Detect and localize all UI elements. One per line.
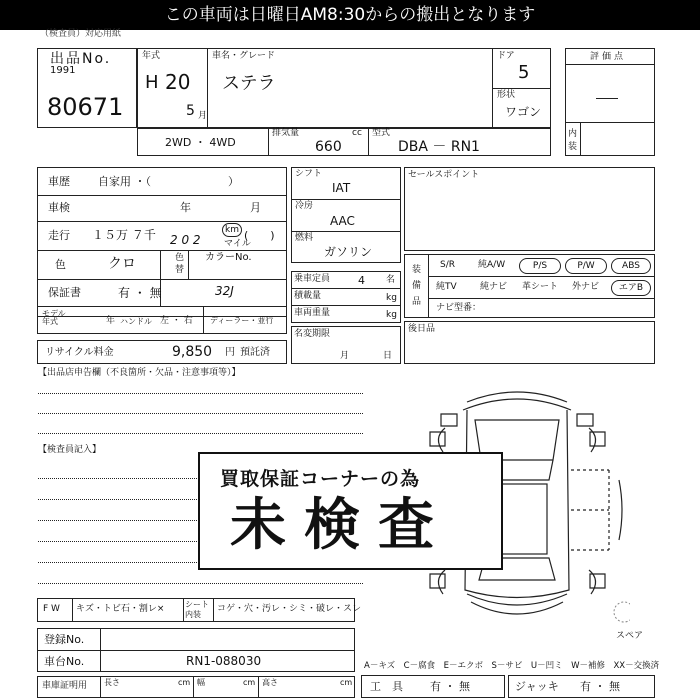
- ac-label: 冷房: [295, 201, 314, 211]
- year-label: 年式: [142, 51, 161, 61]
- aftermarket-box: [404, 321, 655, 364]
- name-change-day: 日: [383, 351, 393, 361]
- seat-text: コゲ・穴・汚レ・シミ・破レ・スレ: [217, 604, 362, 614]
- cert-length-unit: cm: [178, 678, 191, 687]
- score-label: 評価点: [590, 52, 627, 62]
- year-value: 20: [165, 70, 191, 94]
- interior-label: 内装: [568, 129, 578, 152]
- km-circle: km: [222, 223, 242, 237]
- model-value: DBA － RN1: [398, 139, 480, 155]
- mile-label: マイル: [224, 239, 251, 249]
- door-value: 5: [518, 62, 530, 83]
- inspection-month-unit: 月: [250, 201, 261, 214]
- aftermarket-label: 後日品: [408, 324, 436, 334]
- displacement-value: 660: [315, 139, 342, 155]
- tools-label: 工 具: [370, 680, 403, 693]
- certificate-label: 車庫証明用: [42, 681, 88, 691]
- seat-label: シート内装: [185, 600, 209, 619]
- capacity-unit: 名: [386, 275, 396, 285]
- cert-height-unit: cm: [340, 678, 353, 687]
- warranty-value: 有 ・ 無: [118, 286, 162, 300]
- lot-label: 出品No.: [50, 51, 112, 67]
- stamp-line1: 買取保証コーナーの為: [220, 468, 421, 490]
- equip-aw: 純A/W: [478, 260, 506, 270]
- dealer-label: ディーラー・並行: [210, 316, 274, 325]
- handle-label: ハンドル: [120, 317, 152, 326]
- displacement-unit: cc: [352, 128, 362, 138]
- stamp-line2: 未検査: [230, 493, 452, 558]
- recycle-label: リサイクル料金: [45, 347, 114, 358]
- equip-pw: P/W: [565, 258, 607, 274]
- equipment-label: 装備品: [412, 265, 422, 307]
- equip-ps: P/S: [519, 258, 561, 274]
- chassis-value: RN1-088030: [186, 654, 262, 668]
- weight-unit: kg: [386, 310, 397, 320]
- form-subtitle: （検査員）対応用紙: [40, 29, 122, 39]
- color-label: 色: [55, 258, 66, 271]
- mileage-paren: ( ): [244, 229, 275, 242]
- shift-value: IAT: [332, 181, 351, 195]
- score-dash: [596, 98, 618, 99]
- name-change-month: 月: [340, 351, 350, 361]
- chassis-label: 車台No.: [44, 655, 85, 668]
- recycle-deposit: 預託済: [240, 347, 270, 358]
- mileage-label: 走行: [48, 229, 70, 242]
- not-inspected-stamp: [198, 452, 503, 570]
- warranty-label: 保証書: [48, 286, 81, 299]
- year-era: H: [145, 72, 159, 93]
- displacement-label: 排気量: [272, 128, 300, 138]
- equip-sr: S/R: [440, 260, 455, 270]
- cert-width-label: 幅: [197, 678, 205, 687]
- history-label: 車歴: [48, 175, 70, 188]
- mileage-hand: 2 0 2: [170, 233, 201, 247]
- jack-label: ジャッキ: [515, 680, 559, 693]
- fw-text: キズ・トビ石・割レ×: [76, 604, 165, 614]
- capacity-label: 乗車定員: [294, 274, 331, 284]
- model-label: 型式: [372, 128, 391, 138]
- capacity-value: 4: [358, 274, 365, 287]
- weight-label: 車両重量: [294, 308, 331, 318]
- ac-value: AAC: [330, 214, 355, 228]
- drive-options: 2WD ・ 4WD: [165, 136, 236, 149]
- lot-number: 80671: [47, 93, 124, 121]
- recycle-unit: 円: [225, 347, 235, 358]
- equip-airbag: エアB: [611, 280, 651, 296]
- load-label: 積載量: [294, 291, 322, 301]
- name-change-label: 名変期限: [294, 329, 331, 339]
- door-label: ドア: [497, 51, 515, 61]
- color-code: 32J: [215, 284, 234, 298]
- model-year-label: モデル年式: [42, 309, 66, 326]
- color-change-label: 色替: [175, 253, 185, 275]
- color-value: クロ: [108, 256, 136, 272]
- cert-length-label: 長さ: [104, 678, 120, 687]
- notice-banner: この車両は日曜日AM8:30からの搬出となります: [0, 0, 700, 30]
- color-code-label: カラーNo.: [205, 252, 252, 263]
- shape-value: ワゴン: [505, 105, 542, 119]
- equip-leather: 革シート: [522, 282, 559, 292]
- handle-value: 左 ・ 右: [160, 316, 193, 326]
- fw-label: F W: [43, 604, 60, 614]
- recycle-value: 9,850: [172, 344, 213, 360]
- shift-label: シフト: [295, 169, 323, 179]
- notes-label: 【出品店申告欄（不良箇所・欠品・注意事項等）】: [38, 368, 241, 378]
- model-year-unit: 年: [106, 316, 116, 326]
- fuel-label: 燃料: [295, 233, 314, 243]
- registration-label: 登録No.: [44, 633, 85, 646]
- navi-model-label: ナビ型番：: [436, 303, 482, 313]
- equip-ext-navi: 外ナビ: [572, 282, 600, 292]
- car-name: ステラ: [222, 73, 276, 94]
- car-name-label: 車名・グレード: [212, 51, 276, 61]
- sales-point-label: セールスポイント: [408, 170, 480, 180]
- tools-value: 有 ・ 無: [430, 680, 470, 693]
- equip-abs: ABS: [611, 258, 651, 274]
- inspector-label: 【検査員記入】: [38, 445, 102, 455]
- year-month: 5: [186, 103, 195, 119]
- cert-width-unit: cm: [243, 678, 256, 687]
- lot-small-number: 1991: [50, 65, 76, 76]
- load-unit: kg: [386, 293, 397, 303]
- inspection-year-unit: 年: [180, 201, 191, 214]
- inspection-label: 車検: [48, 201, 70, 214]
- equip-navi: 純ナビ: [480, 282, 508, 292]
- cert-height-label: 高さ: [262, 678, 278, 687]
- shape-label: 形状: [497, 90, 516, 100]
- equip-tv: 純TV: [436, 282, 457, 292]
- history-value: 自家用 ・（ ）: [98, 175, 239, 188]
- spare-label: スペア: [616, 631, 644, 641]
- fuel-value: ガソリン: [324, 245, 373, 259]
- model-year-row: [37, 306, 287, 334]
- year-month-unit: 月: [198, 111, 208, 121]
- damage-legend: A－キズ C－腐食 E－エクボ S－サビ U－凹ミ W－補修 XX－交換済: [364, 661, 660, 671]
- jack-value: 有 ・ 無: [580, 680, 620, 693]
- mileage-value: １５万 ７千: [92, 228, 156, 242]
